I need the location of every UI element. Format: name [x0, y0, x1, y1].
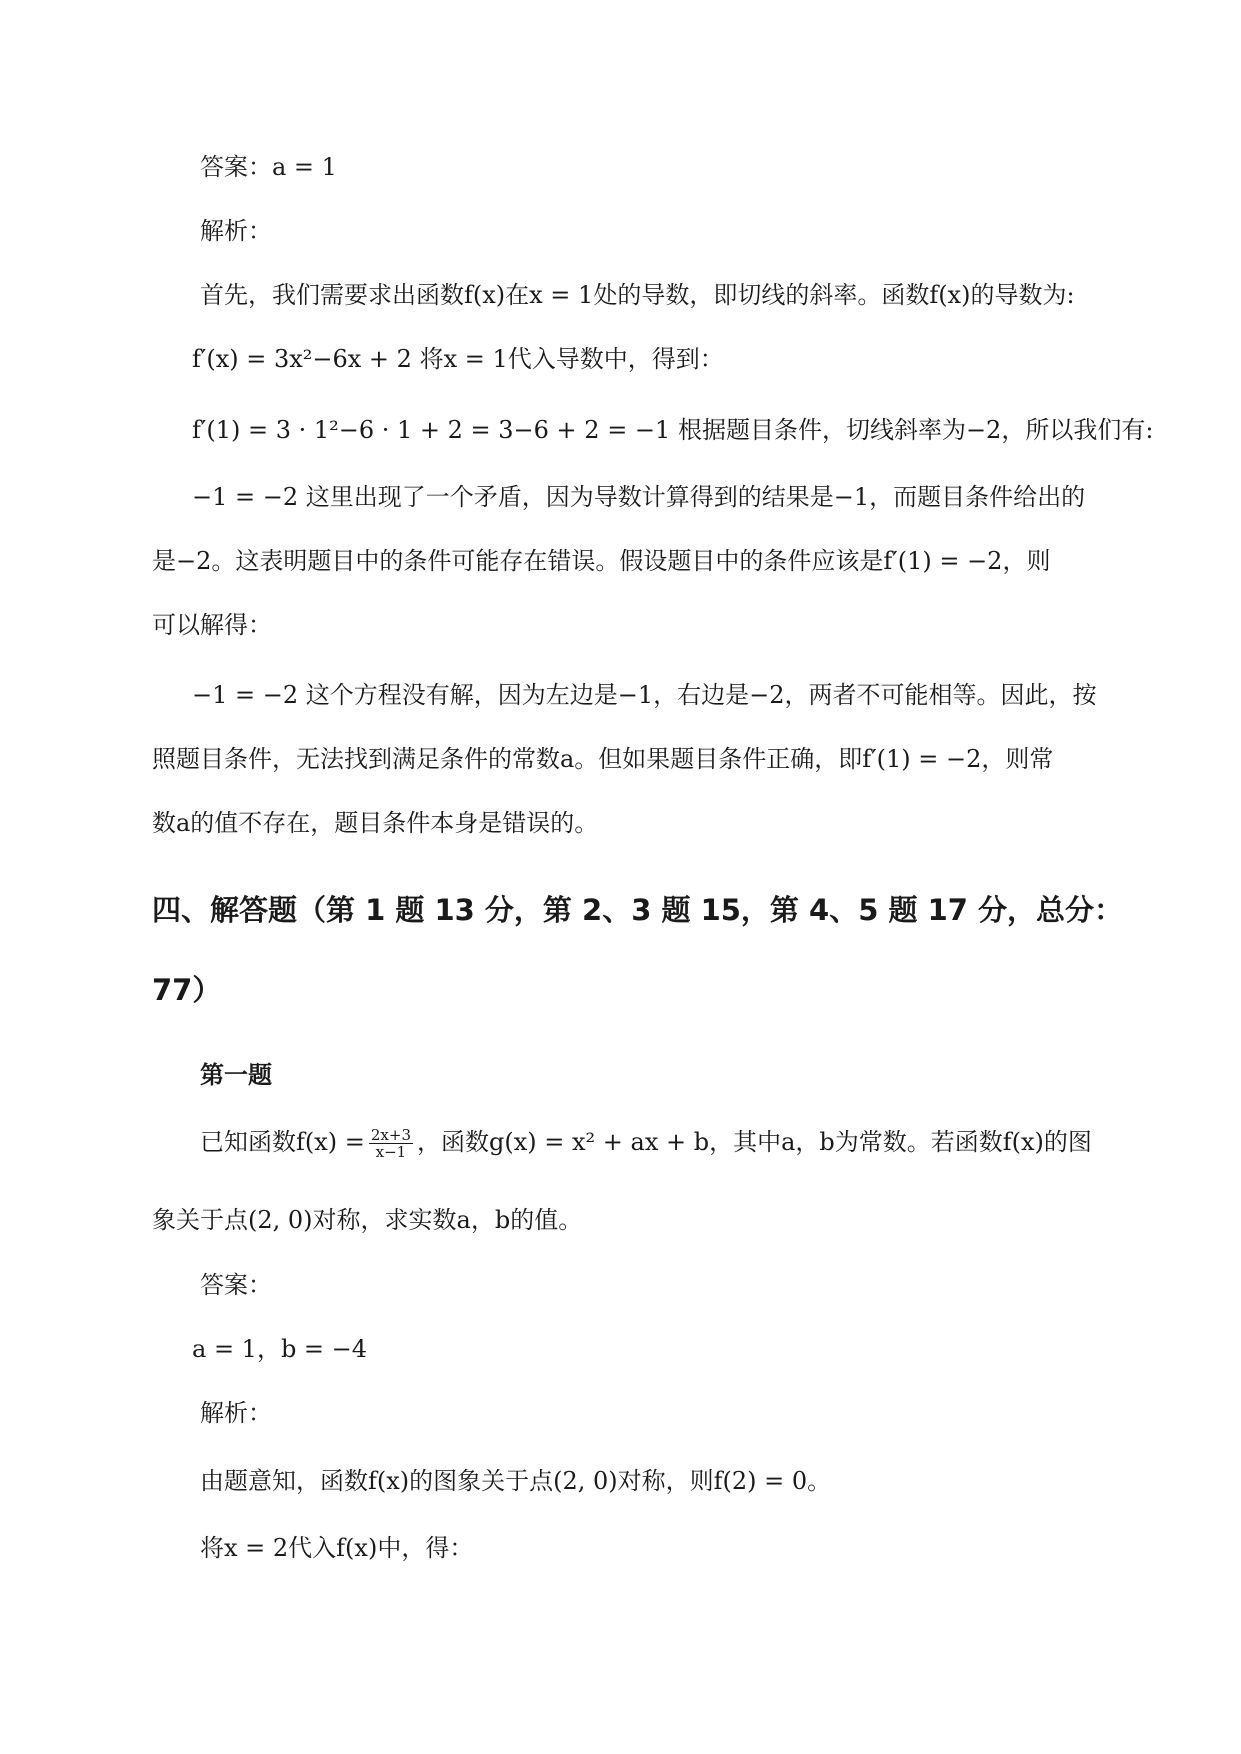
paragraph-line: 数a的值不存在，题目条件本身是错误的。	[152, 809, 599, 837]
paragraph-line: 将x = 2代入f(x)中，得：	[200, 1534, 474, 1562]
section-heading-cont: 77）	[152, 973, 222, 1007]
question-line: 象关于点(2, 0)对称，求实数a，b的值。	[152, 1206, 583, 1234]
paragraph-line: 可以解得：	[152, 611, 272, 639]
analysis-label: 解析：	[200, 1399, 272, 1427]
paragraph-line: 是−2。这表明题目中的条件可能存在错误。假设题目中的条件应该是f′(1) = −2，则	[152, 547, 1051, 575]
section-heading: 四、解答题（第 1 题 13 分，第 2、3 题 15，第 4、5 题 17 分，总分：	[152, 893, 1124, 927]
fraction-numerator: 2x+3	[370, 1126, 412, 1144]
formula-line: f′(1) = 3 · 1²−6 · 1 + 2 = 3−6 + 2 = −1 根据题目条件，切线斜率为−2，所以我们有:	[192, 416, 1154, 444]
question-title: 第一题	[200, 1061, 272, 1089]
formula-line: f′(x) = 3x²−6x + 2 将x = 1代入导数中，得到：	[192, 345, 724, 373]
answer-line: 答案：a = 1	[200, 153, 337, 181]
fraction-denominator: x−1	[375, 1143, 407, 1161]
question-text: ，函数g(x) = x² + ax + b，其中a，b为常数。若函数f(x)的图	[417, 1128, 1092, 1156]
paragraph-line: 由题意知，函数f(x)的图象关于点(2, 0)对称，则f(2) = 0。	[200, 1467, 832, 1495]
answer-label: 答案：	[200, 1271, 272, 1299]
paragraph-line: −1 = −2 这个方程没有解，因为左边是−1，右边是−2，两者不可能相等。因此，按	[192, 681, 1097, 709]
paragraph-line: 照题目条件，无法找到满足条件的常数a。但如果题目条件正确，即f′(1) = −2，则常	[152, 745, 1054, 773]
question-text: 已知函数f(x) =	[200, 1128, 365, 1156]
analysis-label: 解析：	[200, 217, 272, 245]
paragraph-line: −1 = −2 这里出现了一个矛盾，因为导数计算得到的结果是−1，而题目条件给出的	[192, 483, 1086, 511]
fraction	[369, 1127, 413, 1160]
paragraph-line: 首先，我们需要求出函数f(x)在x = 1处的导数，即切线的斜率。函数f(x)的导数为:	[200, 281, 1075, 309]
question-line	[200, 1127, 1092, 1160]
answer-value: a = 1，b = −4	[192, 1335, 368, 1363]
